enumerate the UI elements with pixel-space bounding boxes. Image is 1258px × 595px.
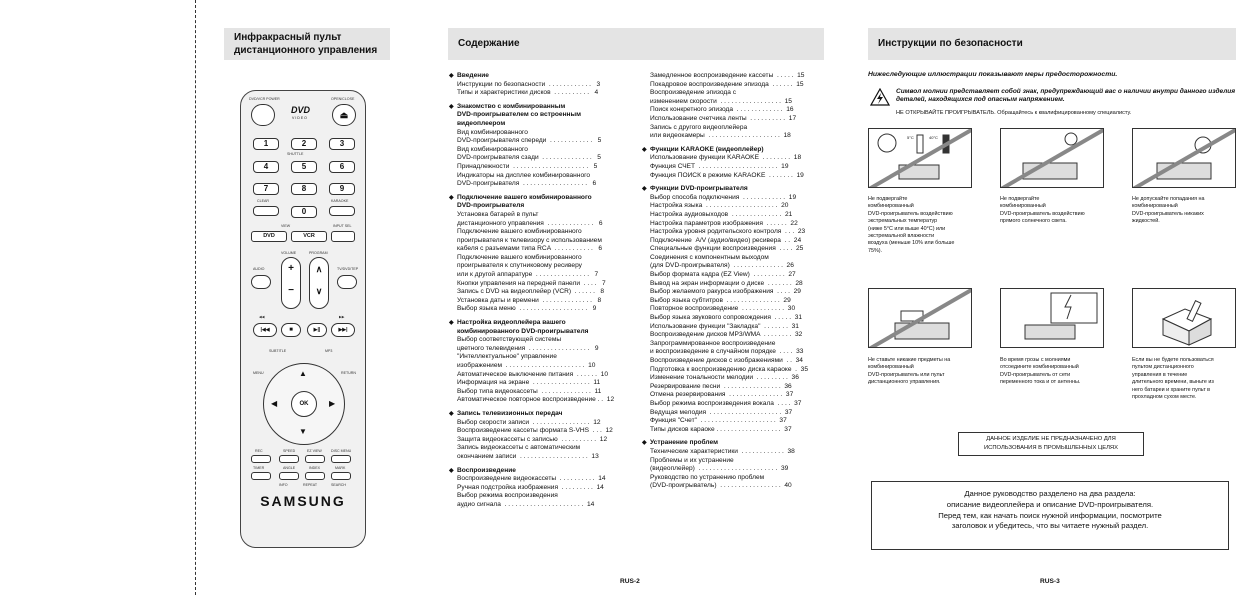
rec-button <box>251 455 271 463</box>
toc-entry: Использование функции "Закладка" . . . . . . . 31 <box>650 322 799 330</box>
num-5: 5 <box>291 161 317 173</box>
toc-entry: Соединения с компонентным выходом <box>650 253 769 261</box>
safety-warning: Символ молнии представляет собой знак, предупреждающий вас о наличии внутри данного изделия деталей, находящихся под опасным напряжением. <box>896 88 1236 104</box>
timer-button <box>251 472 271 480</box>
toc-section-heading: ◆ Запись телевизионных передач <box>457 410 617 419</box>
toc-entry: Воспроизведение дисков с изображениями . . 34 <box>650 357 803 364</box>
speed-button <box>279 455 299 463</box>
toc-entry: Настройка уровня родительского контроля . . . 23 <box>650 228 806 236</box>
toc-entry: дистанционного управления . . . . . . . . . . . . . 6 <box>457 219 603 227</box>
pic-sunlight <box>1000 128 1104 188</box>
program-up: ∧ <box>315 264 323 274</box>
toc-entry: Запрограммированное воспроизведение <box>650 339 776 347</box>
toc-entry: Выбор скорости записи . . . . . . . . . . . . . . . . 12 <box>457 418 601 426</box>
toc-entry: Воспроизведение кассеты формата S-VHS . . . 12 <box>457 427 613 435</box>
index-label: INDEX <box>309 466 320 470</box>
clear-button <box>253 206 279 216</box>
toc-entry: Руководство по устранению проблем <box>650 473 765 481</box>
toc-entry: Выбор режима воспроизведения <box>457 492 558 500</box>
toc-entry: проигрывателя к спутниковому ресиверу <box>457 262 582 270</box>
toc-section-heading: ◆ Введение <box>457 72 617 81</box>
karaoke-label: KARAOKE <box>331 199 349 203</box>
toc-entry: Функция "Счет" . . . . . . . . . . . . . . . . . . . . . 37 <box>650 417 787 425</box>
toc-entry: или к другой аппаратуре . . . . . . . . . . . . . . . 7 <box>457 271 599 279</box>
nav-down-arrow: ▼ <box>299 427 307 436</box>
menu-label: MENU <box>253 371 264 375</box>
toc-entry: Функция ПОИСК в режиме KARAOKE . . . . . . . 19 <box>650 171 804 179</box>
index-button <box>305 472 325 480</box>
toc-section-heading: ◆ Устранение проблем <box>650 439 810 448</box>
audio-button <box>251 275 271 289</box>
num-7: 7 <box>253 183 279 195</box>
toc-entry: Отмена резервирования . . . . . . . . . . . . . . . 37 <box>650 391 794 399</box>
stop-button: ■ <box>281 323 301 337</box>
dvd-logo: DVD <box>291 105 311 115</box>
disc-menu-label: DISC MENU <box>331 449 352 453</box>
mark-label: MARK <box>335 466 346 470</box>
program-down: ∨ <box>315 286 323 296</box>
num-3: 3 <box>329 138 355 150</box>
toc-section-heading: ◆ Настройка видеоплейера вашего комбинированного DVD-проигрывателя <box>457 319 617 336</box>
tvdvd-button <box>337 275 357 289</box>
toc-entry: Настройка языка . . . . . . . . . . . . . . . . . . . . 20 <box>650 202 789 210</box>
toc-entry: и воспроизведение в случайном порядке . . . . 33 <box>650 348 804 356</box>
toc-entry: DVD-проигрывателя сзади . . . . . . . . . . . . . . 5 <box>457 154 601 162</box>
caption-remote-storage: Если вы не будете пользоваться пультом дистанционного управления в течение длительного времени, выньте из него батареи и храните пульт в прохладном сухом месте. <box>1132 357 1214 401</box>
toc-entry: Выбор языка звукового сопровождения . . . . . 31 <box>650 314 803 322</box>
page-number-left: RUS-2 <box>620 578 640 585</box>
temp-low-label: 5°C <box>907 135 914 140</box>
num-0: 0 <box>291 206 317 218</box>
toc-entry: (видеоплейер) . . . . . . . . . . . . . . . . . . . . . . 39 <box>650 465 789 473</box>
toc-entry: Вывод на экран информации о диске . . . . . . . 28 <box>650 279 803 287</box>
caption-storm: Во время грозы с молниями отсоедините комбинированный DVD-проигрыватель от сети переменного тока и от антенны. <box>1000 357 1081 386</box>
toc-entry: кабеля с разъемами типа RCA . . . . . . . . . . . 6 <box>457 245 603 253</box>
rev-label: ◀◀ <box>259 315 265 319</box>
pic-remote-storage <box>1132 288 1236 348</box>
angle-button <box>279 472 299 480</box>
program-rocker <box>309 257 329 309</box>
toc-entry: Установка даты и времени . . . . . . . . . . . . . . 8 <box>457 296 602 304</box>
toc-entry: Воспроизведение видеокассеты . . . . . . . . . . 14 <box>457 475 606 483</box>
toc-entry: Выбор желаемого ракурса изображения . . . . 29 <box>650 288 801 296</box>
power-label: DVD/VCR POWER <box>249 97 280 101</box>
tvdvd-label: TV/DVD/TEP <box>337 267 359 271</box>
karaoke-button <box>329 206 355 216</box>
rec-label: REC <box>255 449 263 453</box>
toc-entry: Подготовка к воспроизведению диска караоке . 35 <box>650 365 808 373</box>
toc-entry: Запись видеокассеты с автоматическим <box>457 444 581 452</box>
vcr-button: VCR <box>291 231 327 242</box>
toc-entry: Выбор формата кадра (EZ View) . . . . . . . . . 27 <box>650 271 796 279</box>
toc-entry: или видеокамеры . . . . . . . . . . . . . . . . . . . . 18 <box>650 132 791 140</box>
caption-liquid: Не допускайте попадания на комбинированный DVD-проигрыватель никаких жидкостей. <box>1132 196 1205 225</box>
pic-liquid <box>1132 128 1236 188</box>
safety-warning-note: НЕ ОТКРЫВАЙТЕ ПРОИГРЫВАТЕЛЬ. Обращайтесь к квалифицированному специалисту. <box>896 110 1132 116</box>
eject-button: ⏏ <box>332 104 356 126</box>
toc-entry: Функция СЧЕТ . . . . . . . . . . . . . . . . . . . . . . 19 <box>650 162 789 170</box>
toc-entry: Ведущая мелодия . . . . . . . . . . . . . . . . . . . . 37 <box>650 408 793 416</box>
shuttle-label: SHUTTLE <box>287 152 304 156</box>
toc-entry: Кнопки управления на передней панели . . . . 7 <box>457 279 606 287</box>
toc-entry: Поиск конкретного эпизода . . . . . . . . . . . . . 16 <box>650 106 794 114</box>
toc-entry: Типы дисков караоке . . . . . . . . . . . . . . . . . . 37 <box>650 425 792 433</box>
volume-minus: − <box>288 285 294 296</box>
toc-right-column <box>650 72 810 491</box>
toc-entry: Вид комбинированного <box>457 128 528 136</box>
audio-label: AUDIO <box>253 267 265 271</box>
volume-plus: + <box>288 263 294 274</box>
caption-objects: Не ставьте никакие предметы на комбинированный DVD-проигрыватель или пульт дистанционного управления. <box>868 357 951 386</box>
toc-entry: Автоматическое повторное воспроизведение . . 12 <box>457 396 615 404</box>
play-pause-button: ▶|| <box>307 323 327 337</box>
toc-entry: Настройка аудиовыходов . . . . . . . . . . . . . . 21 <box>650 210 793 218</box>
caption-temperature: Не подвергайте комбинированный DVD-проигрыватель воздействию экстремальных температур (ниже 5°C или выше 40°C) или экстремальной влажности воздуха (меньше 10% или больше 75%). <box>868 196 955 254</box>
nav-right-arrow: ▶ <box>329 399 336 408</box>
ez-view-label: EZ VIEW <box>307 449 322 453</box>
industrial-use-note: ДАННОЕ ИЗДЕЛИЕ НЕ ПРЕДНАЗНАЧЕНО ДЛЯ ИСПОЛЬЗОВАНИЯ В ПРОМЫШЛЕННЫХ ЦЕЛЯХ <box>958 432 1144 456</box>
fwd-label: ▶▶ <box>339 315 345 319</box>
toc-entry: окончанием записи . . . . . . . . . . . . . . . . . . . 13 <box>457 452 599 460</box>
toc-entry: Настройка параметров изображения . . . . . . 22 <box>650 219 798 227</box>
toc-entry: Выбор режима воспроизведения вокала . . . . 37 <box>650 399 802 407</box>
page-number-right: RUS-3 <box>1040 578 1060 585</box>
safety-intro: Нижеследующие иллюстрации показывают меры предосторожности. <box>868 71 1118 78</box>
num-6: 6 <box>329 161 355 173</box>
mark-button <box>331 472 351 480</box>
toc-entry: Резервирование песни . . . . . . . . . . . . . . . . 36 <box>650 382 792 390</box>
brand-logo: SAMSUNG <box>260 493 346 509</box>
toc-entry: Замедленное воспроизведение кассеты . . . . . 15 <box>650 72 805 79</box>
toc-entry: Выбор языка субтитров . . . . . . . . . . . . . . . 29 <box>650 296 791 304</box>
toc-entry: Подключение A/V (аудио/видео) ресивера . . 24 <box>650 236 802 244</box>
toc-entry: Проблемы и их устранение <box>650 456 734 464</box>
toc-entry: Подключение вашего комбинированного <box>457 228 582 236</box>
speed-label: SPEED <box>283 449 296 453</box>
toc-entry: Информация на экране . . . . . . . . . . . . . . . . 11 <box>457 379 601 387</box>
temp-high-label: 40°C <box>929 135 938 140</box>
caption-sunlight: Не подвергайте комбинированный DVD-проигрыватель воздействию прямого солнечного света. <box>1000 196 1085 225</box>
toc-entry: Выбор способа подключения . . . . . . . . . . . . 19 <box>650 193 797 201</box>
ok-button: OK <box>291 391 317 417</box>
toc-section-heading: ◆ Подключение вашего комбинированного DVD-проигрывателя <box>457 194 617 211</box>
toc-entry: Типы и характеристики дисков . . . . . . . . . . 4 <box>457 89 599 97</box>
toc-section-heading: ◆ Функции DVD-проигрывателя <box>650 185 810 194</box>
toc-entry: (для DVD-проигрывателя) . . . . . . . . . . . . . . 26 <box>650 262 794 270</box>
mp3-label: MP3 <box>325 349 333 353</box>
toc-entry: (DVD-проигрыватель) . . . . . . . . . . . . . . . . . 40 <box>650 482 792 490</box>
toc-entry: Принадлежности . . . . . . . . . . . . . . . . . . . . . 5 <box>457 162 598 170</box>
power-button <box>251 104 275 126</box>
toc-entry: цветного телевидения . . . . . . . . . . . . . . . . . 9 <box>457 344 599 352</box>
toc-entry: изображением . . . . . . . . . . . . . . . . . . . . . . 10 <box>457 362 596 369</box>
return-label: RETURN <box>341 371 356 375</box>
nav-up-arrow: ▲ <box>299 369 307 378</box>
input-sel-button <box>331 231 355 242</box>
manual-guide-box: Данное руководство разделено на два раздела: описание видеоплейера и описание DVD-проигрывателя. Перед тем, как начать поиск нужной информации, посмотрите заголовок и убедитесь, что вы читаете нужный раздел. <box>871 481 1229 550</box>
num-2: 2 <box>291 138 317 150</box>
toc-entry: Запись с другого видеоплейера <box>650 123 748 131</box>
pic-temperature <box>868 128 972 188</box>
toc-section-heading: ◆ Функции KARAOKE (видеоплейер) <box>650 146 810 155</box>
toc-entry: Установка батарей в пульт <box>457 210 539 218</box>
toc-entry: Повторное воспроизведение . . . . . . . . . . . . 30 <box>650 305 796 313</box>
subtitle-label: SUBTITLE <box>269 349 287 353</box>
open-close-label: OPEN/CLOSE <box>331 97 355 101</box>
toc-entry: Специальные функции воспроизведения . . . . 25 <box>650 245 804 253</box>
num-4: 4 <box>253 161 279 173</box>
toc-entry: DVD-проигрывателя спереди . . . . . . . . . . . . 5 <box>457 137 602 145</box>
disc-menu-button <box>331 455 351 463</box>
toc-entry: Выбор соответствующей системы <box>457 336 562 344</box>
program-label: PROGRAM <box>309 251 328 255</box>
info-label: INFO <box>279 483 288 487</box>
volume-rocker <box>281 257 301 309</box>
toc-header: Содержание <box>448 28 824 60</box>
pic-objects <box>868 288 972 348</box>
remote-section-header: Инфракрасный пульт дистанционного управления <box>224 28 390 60</box>
fold-line <box>195 0 196 595</box>
toc-entry: Использование счетчика ленты . . . . . . . . . . 17 <box>650 114 797 122</box>
volume-label: VOLUME <box>281 251 297 255</box>
toc-entry: Подключение вашего комбинированного <box>457 253 582 261</box>
toc-entry: Индикаторы на дисплее комбинированного <box>457 171 591 179</box>
view-label: VIEW <box>281 224 291 228</box>
toc-entry: проигрывателя к телевизору с использованием <box>457 236 602 244</box>
toc-left-column <box>457 72 617 510</box>
search-label: SEARCH <box>331 483 346 487</box>
input-sel-label: INPUT SEL <box>333 224 352 228</box>
safety-header: Инструкции по безопасности <box>868 28 1236 60</box>
toc-entry: Использование функции KARAOKE . . . . . . . . 18 <box>650 154 802 162</box>
toc-section-heading: ◆ Воспроизведение <box>457 467 617 476</box>
dvd-button: DVD <box>251 231 287 242</box>
num-8: 8 <box>291 183 317 195</box>
toc-entry: Покадровое воспроизведение эпизода . . . . . . 15 <box>650 80 804 88</box>
toc-entry: Автоматическое выключение питания . . . . . . 10 <box>457 370 609 378</box>
ez-view-button <box>305 455 325 463</box>
toc-entry: "Интеллектуальное" управление <box>457 353 557 361</box>
num-9: 9 <box>329 183 355 195</box>
toc-entry: Инструкции по безопасности . . . . . . . . . . . . 3 <box>457 80 601 88</box>
timer-label: TIMER <box>253 466 265 470</box>
toc-entry: Выбор типа видеокассеты . . . . . . . . . . . . . . 11 <box>457 387 602 395</box>
angle-label: ANGLE <box>283 466 296 470</box>
toc-entry: DVD-проигрывателя . . . . . . . . . . . . . . . . . . 6 <box>457 180 597 188</box>
clear-label: CLEAR <box>257 199 269 203</box>
toc-section-heading: ◆ Знакомство с комбинированным DVD-проигрывателем со встроенным видеоплеером <box>457 103 617 129</box>
toc-entry: Воспроизведение дисков MP3/WMA . . . . . . . . 32 <box>650 331 803 339</box>
lightning-warning-icon <box>870 88 890 106</box>
dvd-logo-sub: VIDEO <box>292 116 308 120</box>
toc-entry: аудио сигнала . . . . . . . . . . . . . . . . . . . . . . 14 <box>457 500 595 508</box>
toc-entry: Изменение тональности мелодии . . . . . . . . . 36 <box>650 374 799 382</box>
repeat-label: REPEAT <box>303 483 318 487</box>
skip-back-button: |◀◀ <box>253 323 277 337</box>
toc-entry: Вид комбинированного <box>457 145 528 153</box>
pic-storm <box>1000 288 1104 348</box>
toc-entry: Выбор языка меню . . . . . . . . . . . . . . . . . . . 9 <box>457 305 597 313</box>
toc-entry: Технические характеристики . . . . . . . . . . . . 38 <box>650 447 795 455</box>
num-1: 1 <box>253 138 279 150</box>
toc-entry: изменением скорости . . . . . . . . . . . . . . . . . 15 <box>650 97 792 105</box>
skip-fwd-button: ▶▶| <box>331 323 355 337</box>
toc-entry: Защита видеокассеты с записью . . . . . . . . . . 12 <box>457 435 608 443</box>
nav-left-arrow: ◀ <box>271 399 278 408</box>
toc-entry: Воспроизведение эпизода с <box>650 89 736 97</box>
toc-entry: Ручная подстройка изображения . . . . . . . . . 14 <box>457 483 604 491</box>
remote-control-illustration <box>240 90 366 548</box>
toc-entry: Запись с DVD на видеоплейер (VCR) . . . . . . 8 <box>457 288 605 296</box>
